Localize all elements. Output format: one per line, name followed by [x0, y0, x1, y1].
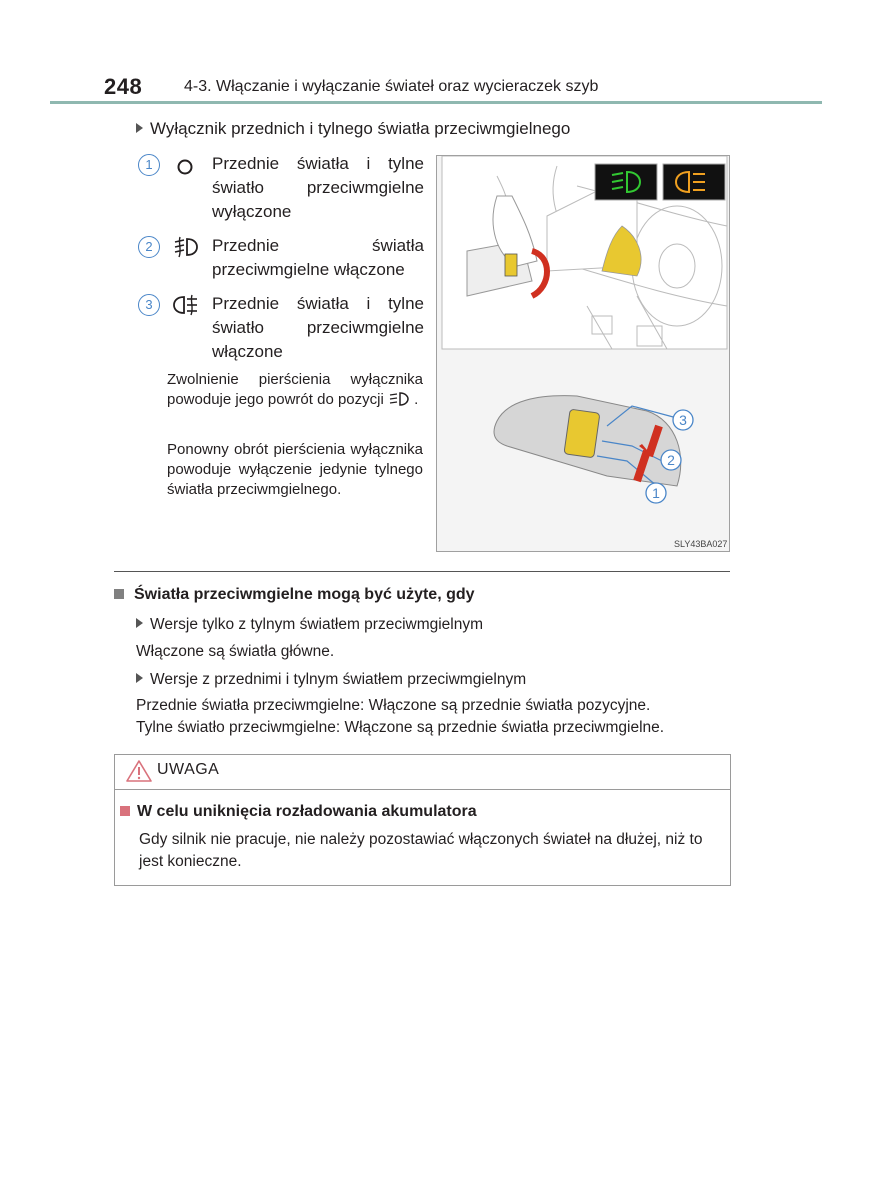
- callout-1-label: 1: [652, 485, 660, 501]
- fog-usage-heading: Światła przeciwmgielne mogą być użyte, gdy: [114, 586, 475, 604]
- fog-switch-illustration: [437, 156, 729, 551]
- page-number: 248: [104, 74, 143, 99]
- rear-fog-icon: [172, 294, 200, 316]
- triangle-bullet-icon: [136, 123, 143, 133]
- triangle-bullet-icon: [136, 618, 143, 628]
- item-number-2: 2: [138, 236, 160, 258]
- switch-subsection-heading: Wyłącznik przednich i tylnego światła przeciwmgielnego: [136, 119, 570, 139]
- battery-warning-text: Gdy silnik nie pracuje, nie należy pozostawiać włączonych świateł na dłużej, niż to jest konieczne.: [139, 831, 703, 870]
- version2-line1: Przednie światła przeciwmgielne: Włączone są przednie światła pozycyjne.: [136, 697, 651, 714]
- version2-label: Wersje z przednimi i tylnym światłem przeciwmgielnym: [136, 671, 526, 689]
- item-2-text: Przednie światła przeciwmgielne włączone: [212, 236, 424, 279]
- figure-code: SLY43BA027: [674, 539, 728, 549]
- front-fog-icon: [172, 236, 200, 258]
- version1-text: Włączone są światła główne.: [136, 643, 335, 660]
- release-note: Zwolnienie pierścienia wyłącznika powoduje jego powrót do pozycji .: [167, 371, 423, 408]
- item-number-3: 3: [138, 294, 160, 316]
- warning-header-rule: [114, 789, 731, 790]
- callout-3-label: 3: [679, 412, 687, 428]
- fog-switch-figure: [436, 155, 730, 552]
- item-1-text: Przednie światła i tylne światło przeciwmgielne wyłączone: [212, 154, 424, 221]
- fog-ring-yellow: [505, 254, 517, 276]
- version1-label: Wersje tylko z tylnym światłem przeciwmgielnym: [136, 616, 483, 634]
- item-3-text: Przednie światła i tylne światło przeciwmgielne włączone: [212, 294, 424, 361]
- callout-2-label: 2: [667, 452, 675, 468]
- battery-warning-heading: W celu uniknięcia rozładowania akumulatora: [120, 803, 477, 821]
- warning-label: UWAGA: [157, 761, 220, 778]
- rotate-again-note: Ponowny obrót pierścienia wyłącznika powoduje wyłączenie jedynie tylnego światła przeciwmgielnego.: [167, 441, 423, 498]
- square-bullet-icon: [114, 589, 124, 599]
- red-square-bullet-icon: [120, 806, 130, 816]
- section-title: 4-3. Włączanie i wyłączanie świateł oraz wycieraczek szyb: [184, 78, 599, 95]
- version2-line2: Tylne światło przeciwmgielne: Włączone są przednie światła przeciwmgielne.: [136, 719, 665, 736]
- item-number-1: 1: [138, 154, 160, 176]
- warning-triangle-icon: [125, 759, 153, 783]
- front-fog-icon: [388, 391, 410, 407]
- fog-switch-ring: [564, 409, 600, 458]
- triangle-bullet-icon: [136, 673, 143, 683]
- off-circle-icon: [176, 158, 194, 176]
- header-rule: [50, 101, 822, 104]
- section-divider: [114, 571, 730, 572]
